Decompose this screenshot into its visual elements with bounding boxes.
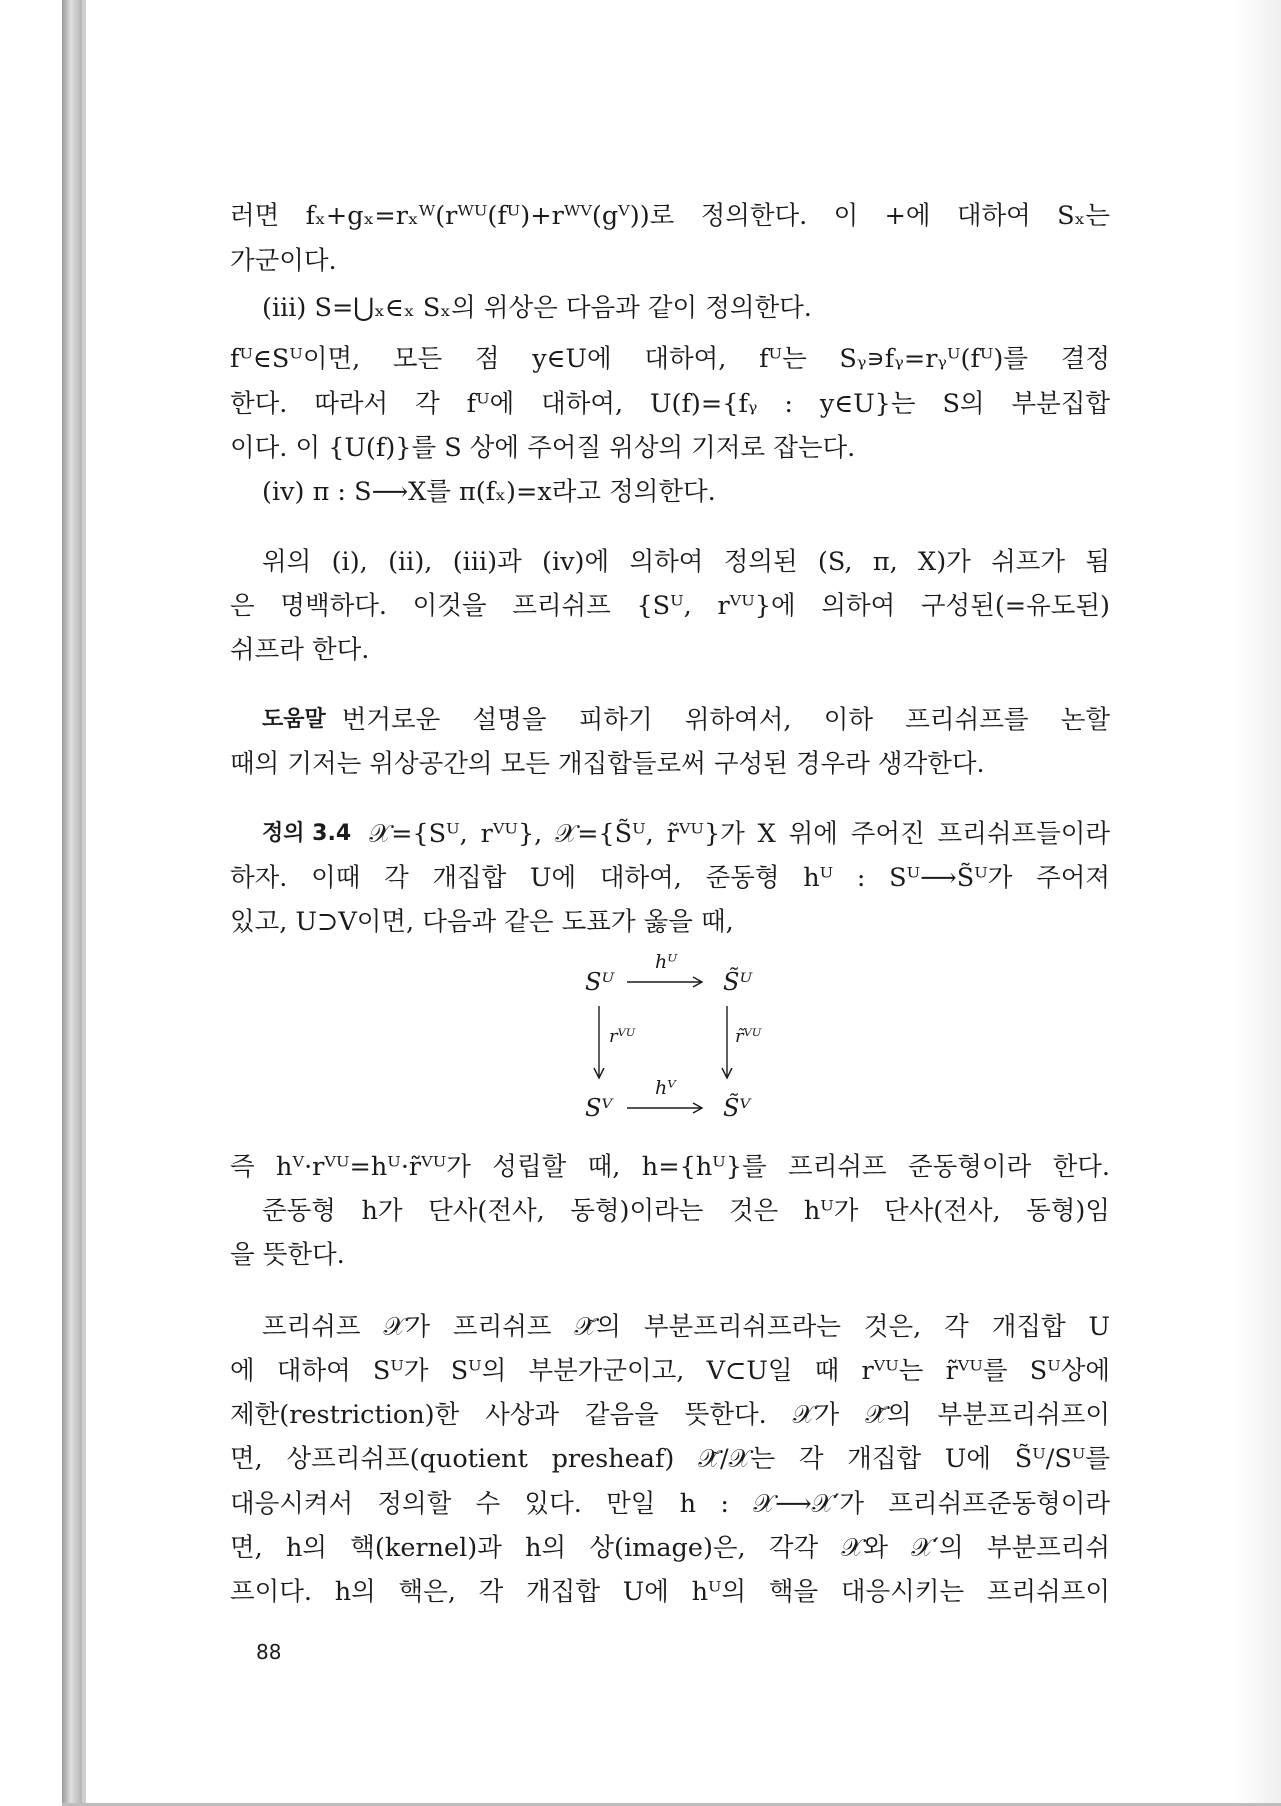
text-line: (iv) π : S⟶X를 π(fₓ)=x라고 정의한다.: [262, 477, 716, 507]
text-line: 이다. 이 {U(f)}를 S 상에 주어질 위상의 기저로 잡는다.: [230, 433, 856, 463]
diagram-top-left: Sᵁ: [585, 968, 615, 996]
diagram-bottom-right: S̃ⱽ: [723, 1094, 751, 1122]
text-line: 프리쉬프 𝒳가 프리쉬프 𝒳̃의 부분프리쉬프라는 것은, 각 개집합 U: [262, 1312, 1110, 1342]
text-line: 러면 fₓ+gₓ=rₓᵂ(rᵂᵁ(fᵁ)+rᵂⱽ(gⱽ))로 정의한다. 이 +에 대하여 Sₓ는: [230, 201, 1110, 231]
diagram-top-right: S̃ᵁ: [723, 968, 753, 996]
page-number: 88: [256, 1640, 282, 1664]
page-shadow: [1235, 0, 1281, 1806]
text-line: 면, h의 핵(kernel)과 h의 상(image)은, 각각 𝒳와 𝒳′의 부분프리쉬: [230, 1533, 1110, 1563]
text-line: 하자. 이때 각 개집합 U에 대하여, 준동형 hᵁ : Sᵁ⟶S̃ᵁ가 주어져: [230, 863, 1110, 893]
definition-label: 정의 3.4: [262, 821, 352, 846]
diagram-left-arrow-label: rⱽᵁ: [609, 1026, 636, 1047]
text-line: 대응시켜서 정의할 수 있다. 만일 h : 𝒳⟶𝒳′가 프리쉬프준동형이라: [230, 1489, 1110, 1519]
text-line: 쉬프라 한다.: [230, 635, 370, 665]
text-line: 프이다. h의 핵은, 각 개집합 U에 hᵁ의 핵을 대응시키는 프리쉬프이: [230, 1577, 1110, 1607]
text-line: 준동형 h가 단사(전사, 동형)이라는 것은 hᵁ가 단사(전사, 동형)임: [262, 1196, 1110, 1226]
text-line: 은 명백하다. 이것을 프리쉬프 {Sᵁ, rⱽᵁ}에 의하여 구성된(=유도된): [230, 591, 1110, 621]
diagram-top-arrow-label: hᵁ: [655, 951, 678, 973]
text-line: fᵁ∈Sᵁ이면, 모든 점 y∈U에 대하여, fᵁ는 Sᵧ∍fᵧ=rᵧᵁ(fᵁ)를 결정: [230, 344, 1110, 374]
text-line: 때의 기저는 위상공간의 모든 개집합들로써 구성된 경우라 생각한다.: [230, 749, 985, 779]
text-line: 가군이다.: [230, 246, 337, 276]
remark-line: [262, 703, 1110, 737]
text-line: 𝒳={Sᵁ, rⱽᵁ}, 𝒳={S̃ᵁ, r̃ⱽᵁ}가 X 위에 주어진 프리쉬프들이라: [369, 819, 1110, 849]
text-line: (iii) S=⋃ₓ∈ₓ Sₓ의 위상은 다음과 같이 정의한다.: [262, 293, 812, 323]
definition-line: [262, 817, 1110, 851]
text-line: 있고, U⊃V이면, 다음과 같은 도표가 옳을 때,: [230, 907, 734, 937]
text-line: 한다. 따라서 각 fᵁ에 대하여, U(f)={fᵧ : y∈U}는 S의 부분집합: [230, 389, 1110, 419]
commutative-diagram: [585, 948, 795, 1128]
text-line: 제한(restriction)한 사상과 같음을 뜻한다. 𝒳가 𝒳̃의 부분프리쉬프이: [230, 1400, 1110, 1430]
text-line: 면, 상프리쉬프(quotient presheaf) 𝒳̃/𝒳는 각 개집합 U에 S̃ᵁ/Sᵁ를: [230, 1444, 1110, 1474]
diagram-bottom-arrow-label: hⱽ: [655, 1077, 676, 1099]
diagram-bottom-left: Sⱽ: [585, 1094, 613, 1122]
text-line: 즉 hⱽ·rⱽᵁ=hᵁ·r̃ⱽᵁ가 성립할 때, h={hᵁ}를 프리쉬프 준동형이라 한다.: [230, 1152, 1110, 1182]
remark-label: 도움말: [262, 707, 326, 732]
diagram-right-arrow-label: r̃ⱽᵁ: [735, 1026, 762, 1047]
book-spine: [62, 0, 82, 1806]
text-line: 에 대하여 Sᵁ가 Sᵁ의 부분가군이고, V⊂U일 때 rⱽᵁ는 r̃ⱽᵁ를 Sᵁ상에: [230, 1356, 1110, 1386]
text-line: 번거로운 설명을 피하기 위하여서, 이하 프리쉬프를 논할: [341, 705, 1110, 735]
text-line: 위의 (i), (ii), (iii)과 (iv)에 의하여 정의된 (S, π, X)가 쉬프가 됨: [262, 547, 1110, 577]
text-line: 을 뜻한다.: [230, 1240, 345, 1270]
